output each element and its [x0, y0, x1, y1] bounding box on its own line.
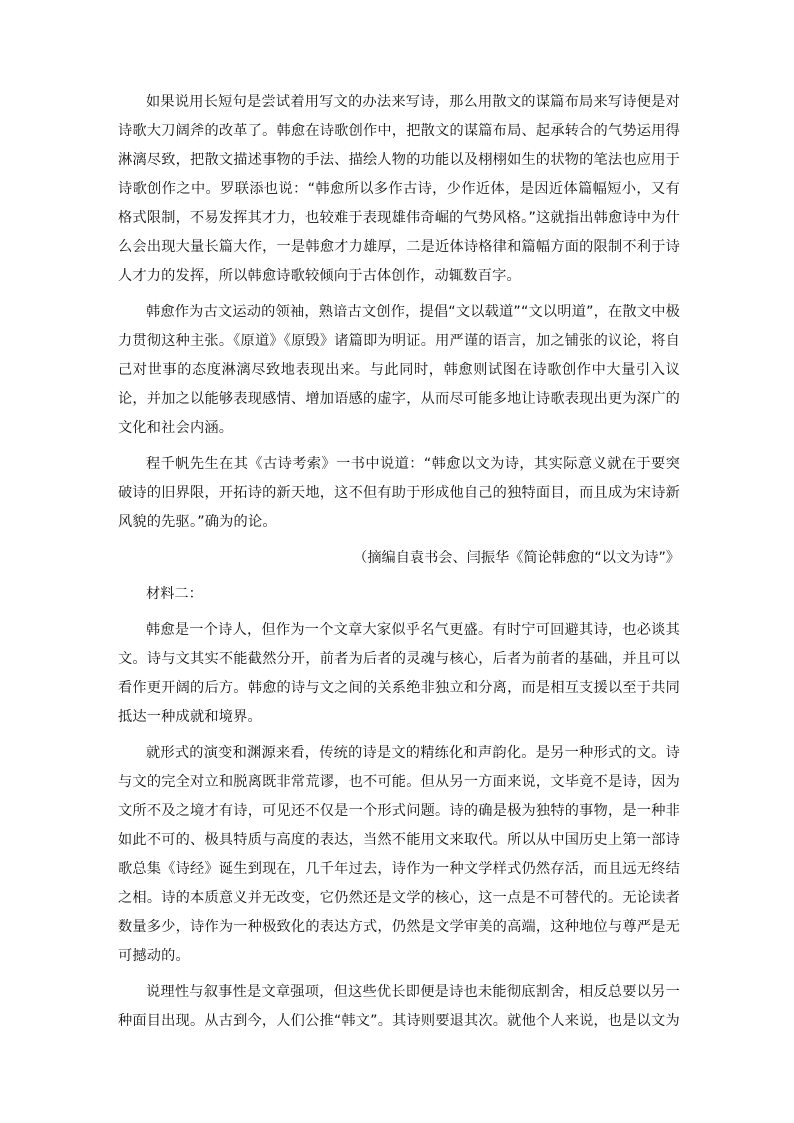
paragraph-gap: [118, 443, 680, 450]
paragraph-gap: [118, 609, 680, 616]
paragraph-ancient-prose-movement: 韩愈作为古文运动的领袖，熟谙古文创作，提倡“文以载道”“文以明道”，在散文中极力贯彻这种主张。《原道》《原毁》诸篇即为明证。用严谨的语言，加之铺张的议论，将自己对世事的态度淋漓尽致地表现出来。与此同时，韩愈则试图在诗歌创作中大量引入议论，并加之以能够表现感情、增加语感的虚字，从而尽可能多地让诗歌表现出更为深广的文化和社会内涵。: [118, 304, 680, 436]
paragraph-cheng-qianfan-quote: 程千帆先生在其《古诗考索》一书中说道：“韩愈以文为诗，其实际意义就在于要突破诗的旧界限，开拓诗的新天地，这不但有助于形成他自己的独特面目，而且成为宋诗新风貌的先驱。”确为的论。: [118, 456, 680, 530]
document-body: [118, 88, 680, 1036]
source-citation: （摘编自袁书会、闫振华《简论韩愈的“以文为诗”》: [353, 550, 680, 566]
paragraph-gap: [118, 573, 680, 580]
paragraph-long-short-sentences: 如果说用长短句是尝试着用写文的办法来写诗，那么用散文的谋篇布局来写诗便是对诗歌大刀阔斧的改革了。韩愈在诗歌创作中，把散文的谋篇布局、起承转合的气势运用得淋漓尽致，把散文描述事物的手法、描绘人物的功能以及栩栩如生的状物的笔法也应用于诗歌创作之中。罗联添也说：“韩愈所以多作古诗，少作近体，是因近体篇幅短小，又有格式限制，不易发挥其才力，也较难于表现雄伟奇崛的气势风格。”这就指出韩愈诗中为什么会出现大量长篇大作，一是韩愈才力雄厚，二是近体诗格律和篇幅方面的限制不利于诗人才力的发挥，所以韩愈诗歌较倾向于古体创作，动辄数百字。: [118, 94, 680, 284]
paragraph-form-evolution: 就形式的演变和渊源来看，传统的诗是文的精练化和声韵化。是另一种形式的文。诗与文的完全对立和脱离既非常荒谬，也不可能。但从另一方面来说，文毕竟不是诗，因为文所不及之境才有诗，可见还不仅是一个形式问题。诗的确是极为独特的事物，是一种非如此不可的、极具特质与高度的表达，当然不能用文来取代。所以从中国历史上第一部诗歌总集《诗经》诞生到现在，几千年过去，诗作为一种文学样式仍然存活，而且远无终结之相。诗的本质意义并无改变，它仍然还是文学的核心，这一点是不可替代的。无论读者数量多少，诗作为一种极致化的表达方式，仍然是文学审美的高端，这种地位与尊严是无可撼动的。: [118, 745, 680, 964]
paragraph-reasoning-narrative: 说理性与叙事性是文章强项，但这些优长即便是诗也未能彻底割舍，相反总要以另一种面目出现。从古到今，人们公推“韩文”。其诗则要退其次。就他个人来说，也是以文为: [118, 984, 680, 1029]
paragraph-gap: [118, 537, 680, 544]
paragraph-gap: [118, 291, 680, 298]
material-two-label: 材料二：: [146, 586, 203, 602]
paragraph-gap: [118, 732, 680, 739]
paragraph-han-yu-poet: 韩愈是一个诗人，但作为一个文章大家似乎名气更盛。有时宁可回避其诗，也必谈其文。诗与文其实不能截然分开，前者为后者的灵魂与核心，后者为前者的基础，并且可以看作更开阔的后方。韩愈的诗与文之间的关系绝非独立和分离，而是相互支援以至于共同抵达一种成就和境界。: [118, 622, 680, 725]
paragraph-gap: [118, 971, 680, 978]
